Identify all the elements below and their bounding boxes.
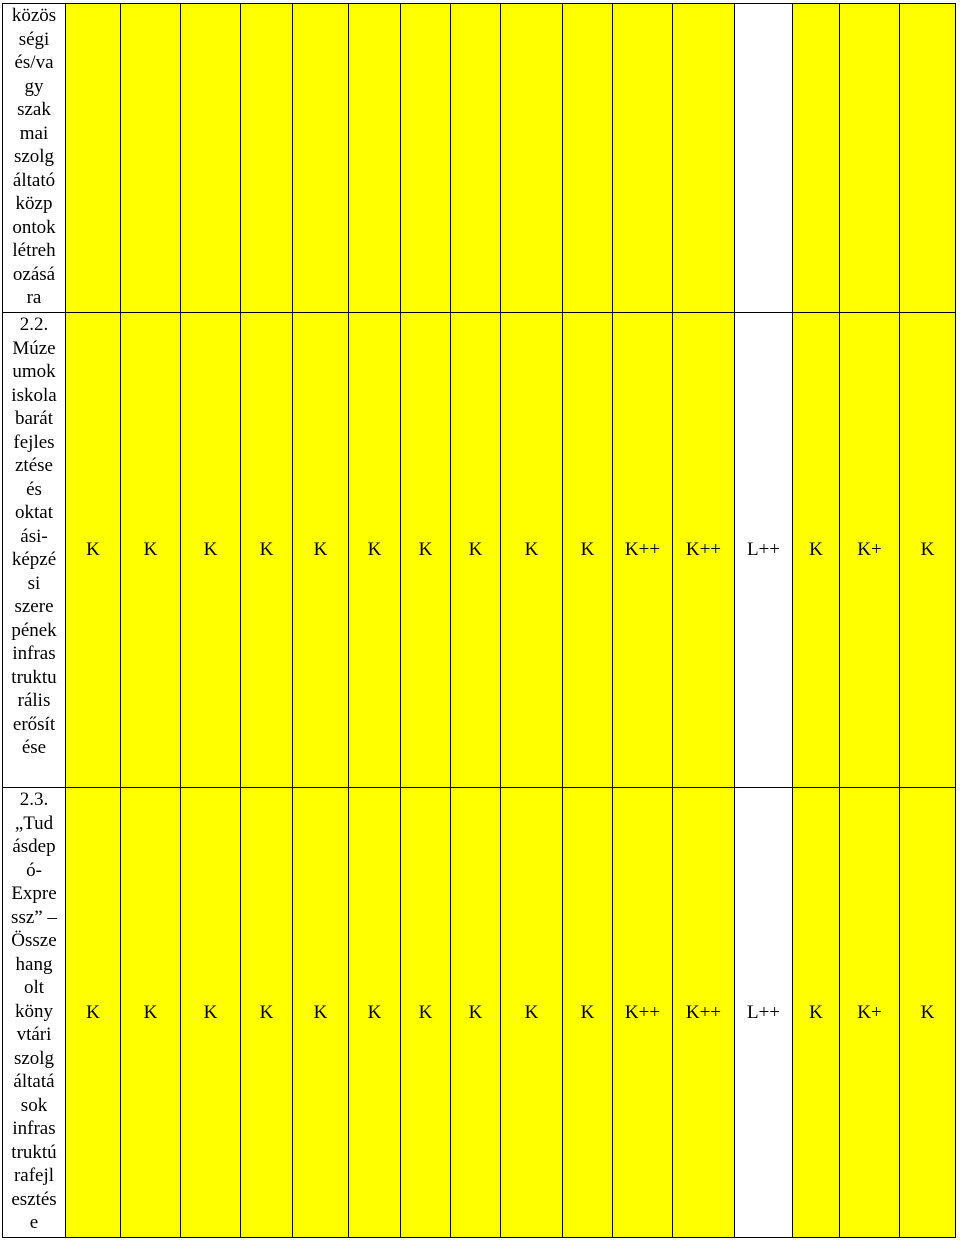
rating-cell: K [66,313,121,788]
rating-cell [241,4,293,313]
rating-cell [66,4,121,313]
row-label-line: erősít [12,713,56,735]
row-label [3,313,66,788]
row-label-line: ási- [20,525,48,547]
rating-cell: K [501,313,563,788]
rating-cell [349,4,401,313]
rating-cell: K [401,313,451,788]
row-label-line: szak [17,99,51,120]
row-label-line: és [26,478,42,500]
row-label-line: és/va [14,52,54,73]
rating-cell: K [900,788,956,1238]
row-label-line: szolg [13,146,55,167]
row-label-line: vtári [16,1024,52,1045]
rating-cell: L++ [735,788,793,1238]
row-label-line: iskola [11,384,57,406]
row-label-line: ssz” – [11,906,57,928]
rating-cell: K [181,788,241,1238]
row-label [3,4,66,313]
rating-cell: K [563,313,613,788]
row-label-line: ztése [15,455,53,476]
row-label-line: esztés [11,1188,57,1210]
row-label-line: ségi [18,28,50,50]
row-label-line: e [29,1212,39,1233]
row-label-line: pének [11,619,57,641]
row-label-line: Múze [12,337,56,359]
row-label-line: truktú [11,1141,57,1163]
rating-cell [501,4,563,313]
evaluation-table [2,3,956,1238]
row-label-line: képzé [11,549,57,570]
rating-cell: K [121,313,181,788]
row-label-line: mai [19,122,49,144]
row-label-line: truktu [11,666,57,688]
rating-cell: K+ [840,313,900,788]
row-label-line: barát [15,408,53,429]
row-label-line: ra [26,287,42,308]
rating-cell: K+ [840,788,900,1238]
rating-cell [293,4,349,313]
row-label-line: Össze [11,930,57,951]
rating-cell: K++ [613,313,673,788]
row-label-line: oktat [15,502,53,523]
rating-cell: K [501,788,563,1238]
row-label-line: ése [21,737,47,758]
row-label-line: közp [15,193,53,214]
row-label-line: infras [12,643,56,664]
row-label-line: rafejl [13,1165,55,1186]
row-label-line: áltatá [13,1071,55,1092]
rating-cell: K [900,313,956,788]
rating-cell [793,4,840,313]
rating-cell: K++ [613,788,673,1238]
row-label-line: rális [17,690,51,711]
row-label-line: ontok [12,216,56,238]
row-label-line: gy [24,75,44,97]
rating-cell: K [181,313,241,788]
rating-cell: K [293,788,349,1238]
rating-cell: K [293,313,349,788]
row-label-line: „Tud [14,812,54,834]
row-label-line: sok [20,1094,48,1116]
rating-cell: K [66,788,121,1238]
rating-cell: L++ [735,313,793,788]
rating-cell: K++ [673,788,735,1238]
row-label-line: 2.2. [19,314,49,335]
rating-cell: K [451,788,501,1238]
rating-cell: K [241,788,293,1238]
rating-cell: K [121,788,181,1238]
rating-cell: K [241,313,293,788]
rating-cell: K [451,313,501,788]
rating-cell: K [349,313,401,788]
rating-cell [451,4,501,313]
rating-cell [401,4,451,313]
row-label-line: ásdep [12,836,56,857]
row-label-line: áltató [12,169,56,191]
rating-cell [613,4,673,313]
row-label [3,788,66,1238]
row-label-line: hang [15,953,53,975]
rating-cell [735,4,793,313]
rating-cell: K [793,788,840,1238]
table-row [3,4,956,313]
rating-cell [840,4,900,313]
rating-cell: K [401,788,451,1238]
row-label-line: ozásá [12,263,56,285]
rating-cell: K [793,313,840,788]
row-label-line: olt [23,977,45,998]
row-label-line: szolg [13,1047,55,1069]
rating-cell [563,4,613,313]
rating-cell: K++ [673,313,735,788]
rating-cell: K [349,788,401,1238]
row-label-line: köny [15,1000,53,1022]
row-label-line: si [27,572,41,594]
row-label-line: infras [12,1118,56,1139]
rating-cell [673,4,735,313]
row-label-line: 2.3. [19,789,49,810]
table-row [3,788,956,1238]
rating-cell [121,4,181,313]
row-label-line: Expre [11,883,57,904]
row-label-line: fejles [13,431,55,453]
rating-cell: K [563,788,613,1238]
row-label-line: szere [14,596,54,617]
row-label-line: ó- [26,859,42,881]
rating-cell [900,4,956,313]
row-label-line: umok [12,361,56,382]
rating-cell [181,4,241,313]
table-row [3,313,956,788]
row-label-line: közös [11,5,57,26]
row-label-line: létreh [12,240,56,261]
